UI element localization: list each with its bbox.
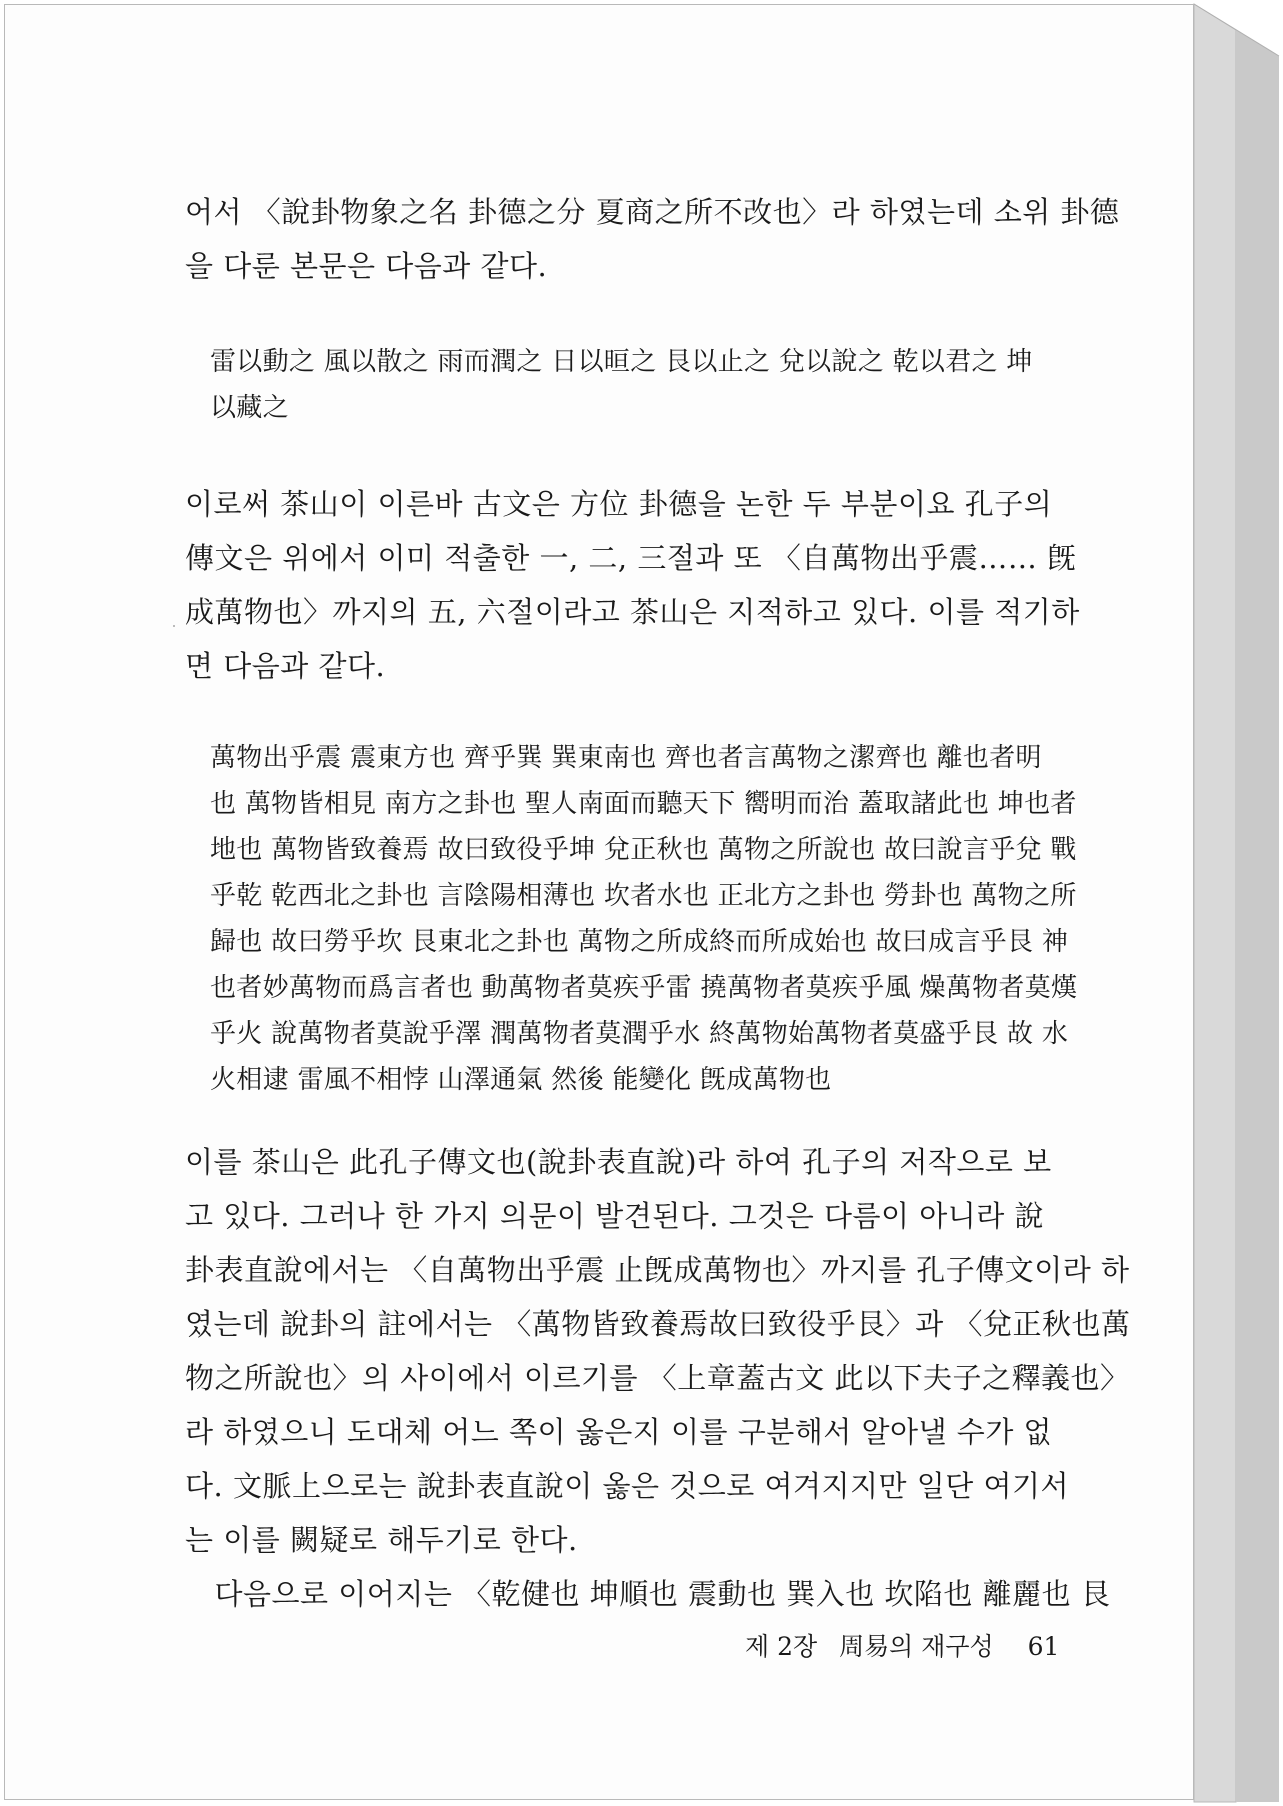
text-line: 다음으로 이어지는 〈乾健也 坤順也 震動也 巽入也 坎陷也 離麗也 艮 [185, 1577, 1111, 1611]
page-footer [745, 1627, 1059, 1663]
quote-line: 歸也 故曰勞乎坎 艮東北之卦也 萬物之所成終而所成始也 故曰成言乎艮 神 [210, 927, 1069, 957]
quotation-shuogua [210, 735, 1085, 1103]
text-line: 卦表直說에서는 〈自萬物出乎震 止旣成萬物也〉까지를 孔子傳文이라 하 [185, 1253, 1130, 1287]
text-line: 는 이를 闕疑로 해두기로 한다. [185, 1523, 578, 1557]
quote-line: 乎乾 乾西北之卦也 言陰陽相薄也 坎者水也 正北方之卦也 勞卦也 萬物之所 [210, 881, 1077, 911]
text-line: 傳文은 위에서 이미 적출한 一, 二, 三절과 또 〈自萬物出乎震…… 旣 [185, 541, 1077, 575]
book-page [4, 4, 1194, 1800]
quotation-trigram-virtues [210, 339, 1085, 431]
text-line: 어서 〈說卦物象之名 卦德之分 夏商之所不改也〉라 하였는데 소위 卦德 [185, 195, 1120, 229]
text-line: 고 있다. 그러나 한 가지 의문이 발견된다. 그것은 다름이 아니라 說 [185, 1199, 1044, 1233]
text-line: 였는데 說卦의 註에서는 〈萬物皆致養焉故曰致役乎艮〉과 〈兌正秋也萬 [185, 1307, 1131, 1341]
chapter-label: 제 2장 [745, 1632, 818, 1661]
quote-line: 萬物出乎震 震東方也 齊乎巽 巽東南也 齊也者言萬物之潔齊也 離也者明 [210, 743, 1042, 773]
quote-line: 也 萬物皆相見 南方之卦也 聖人南面而聽天下 嚮明而治 蓋取諸此也 坤也者 [210, 789, 1077, 819]
text-line: 다. 文脈上으로는 說卦表直說이 옳은 것으로 여겨지지만 일단 여기서 [185, 1469, 1070, 1503]
chapter-title: 周易의 재구성 [839, 1632, 994, 1661]
quote-line: 地也 萬物皆致養焉 故曰致役乎坤 兌正秋也 萬物之所說也 故曰說言乎兌 戰 [210, 835, 1077, 865]
text-line: 이로써 茶山이 이른바 古文은 方位 卦德을 논한 두 부분이요 孔子의 [185, 487, 1053, 521]
text-line: 成萬物也〉까지의 五, 六절이라고 茶山은 지적하고 있다. 이를 적기하 [185, 595, 1080, 629]
text-line: 라 하였으니 도대체 어느 쪽이 옳은지 이를 구분해서 알아낼 수가 없 [185, 1415, 1053, 1449]
print-speck [173, 625, 175, 627]
quote-line: 也者妙萬物而爲言者也 動萬物者莫疾乎雷 撓萬物者莫疾乎風 燥萬物者莫熯 [210, 973, 1078, 1003]
quote-line: 以藏之 [210, 393, 289, 423]
paragraph-analysis [185, 1135, 1131, 1621]
text-line: 物之所說也〉의 사이에서 이르기를 〈上章蓋古文 此以下夫子之釋義也〉 [185, 1361, 1130, 1395]
quote-line: 雷以動之 風以散之 雨而潤之 日以晅之 艮以止之 兌以說之 乾以君之 坤 [210, 347, 1033, 377]
text-line: 면 다음과 같다. [185, 649, 386, 683]
paragraph-intro [185, 185, 1120, 293]
quote-line: 火相逮 雷風不相悖 山澤通氣 然後 能變化 旣成萬物也 [210, 1065, 832, 1095]
paragraph-commentary [185, 477, 1085, 693]
quote-line: 乎火 說萬物者莫說乎澤 潤萬物者莫潤乎水 終萬物始萬物者莫盛乎艮 故 水 [210, 1019, 1069, 1049]
text-line: 을 다룬 본문은 다음과 같다. [185, 249, 548, 283]
text-line: 이를 茶山은 此孔子傳文也(說卦表直說)라 하여 孔子의 저작으로 보 [185, 1145, 1052, 1179]
page-number: 61 [1027, 1632, 1060, 1661]
